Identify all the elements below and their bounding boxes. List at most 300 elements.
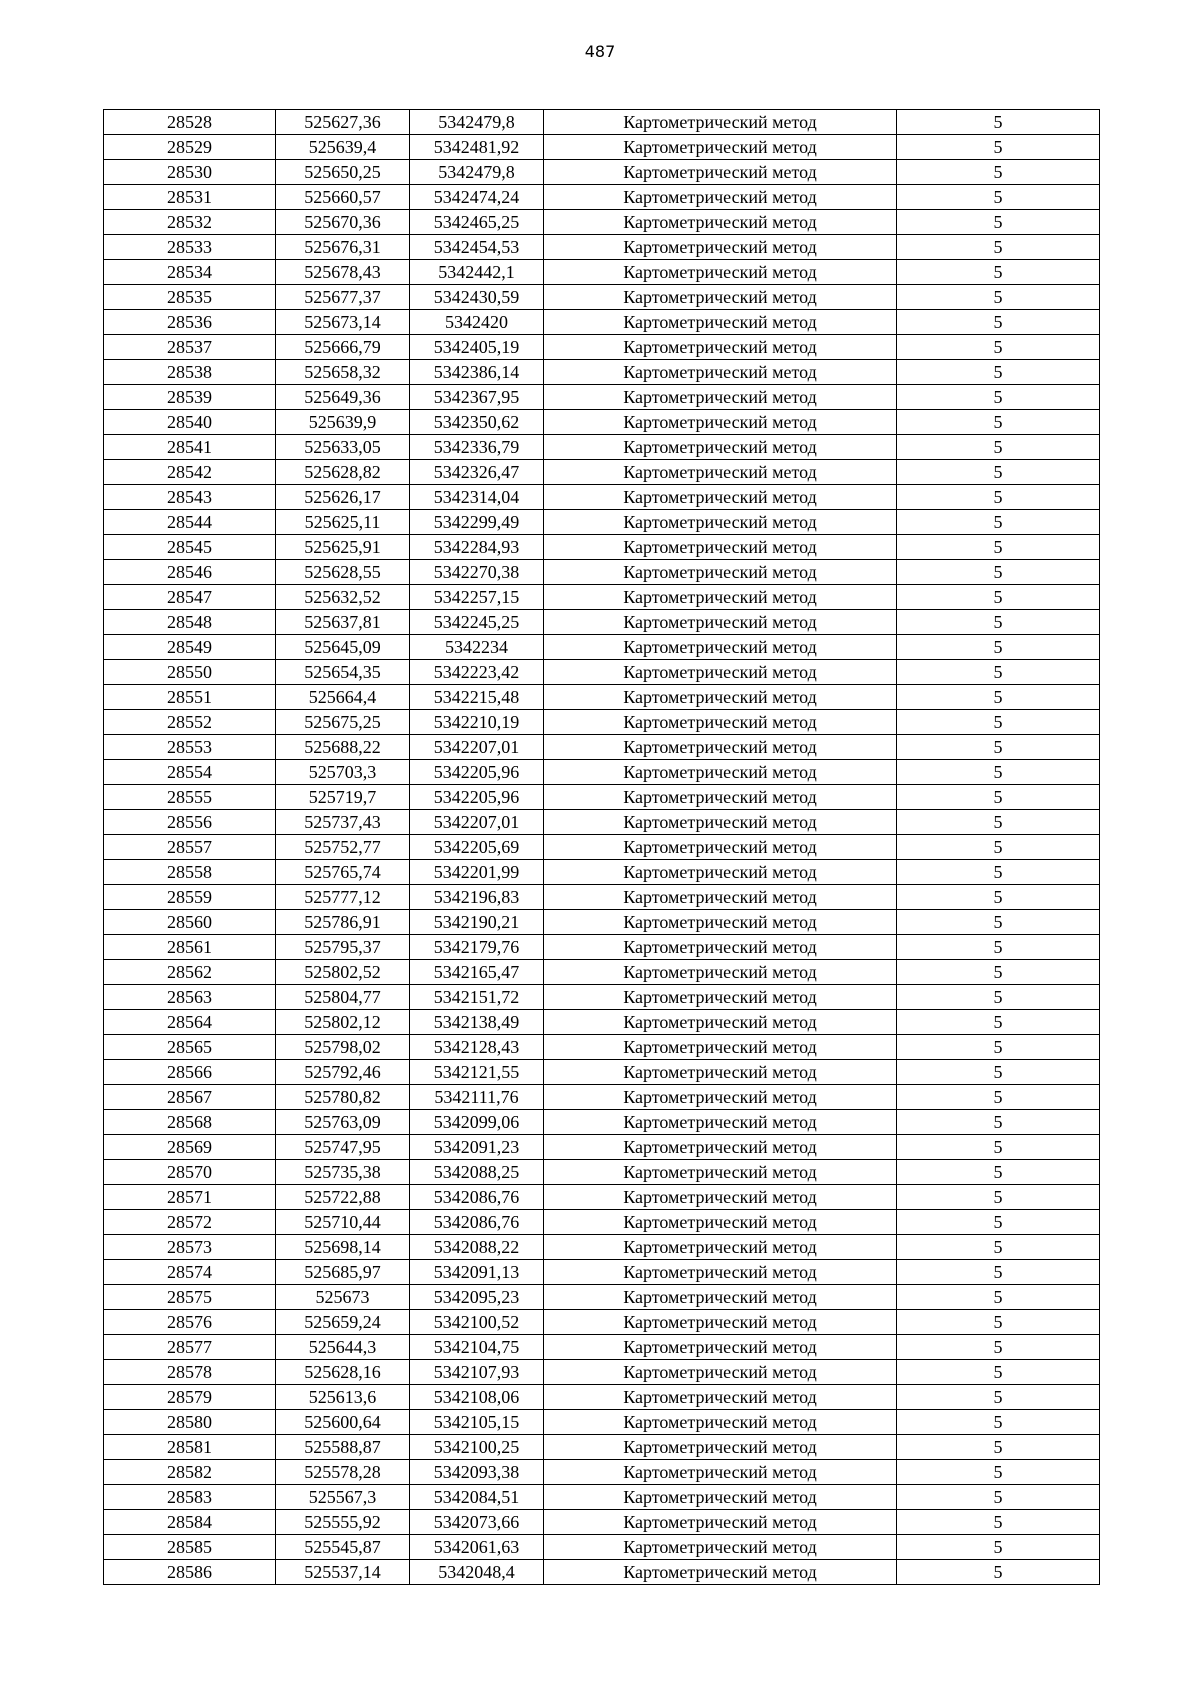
accuracy-cell: 5 <box>897 1285 1100 1310</box>
method-cell: Картометрический метод <box>544 685 897 710</box>
table-row <box>104 385 1100 410</box>
point-number-cell: 28586 <box>104 1560 276 1585</box>
table-row <box>104 1335 1100 1360</box>
method-cell: Картометрический метод <box>544 1485 897 1510</box>
accuracy-cell: 5 <box>897 610 1100 635</box>
table-row <box>104 160 1100 185</box>
accuracy-cell: 5 <box>897 335 1100 360</box>
table-row <box>104 1135 1100 1160</box>
accuracy-cell: 5 <box>897 1485 1100 1510</box>
method-cell: Картометрический метод <box>544 1460 897 1485</box>
method-cell: Картометрический метод <box>544 285 897 310</box>
x-coordinate-cell: 525588,87 <box>276 1435 410 1460</box>
accuracy-cell: 5 <box>897 1060 1100 1085</box>
y-coordinate-cell: 5342465,25 <box>410 210 544 235</box>
table-row <box>104 985 1100 1010</box>
method-cell: Картометрический метод <box>544 810 897 835</box>
x-coordinate-cell: 525752,77 <box>276 835 410 860</box>
table-row <box>104 510 1100 535</box>
point-number-cell: 28549 <box>104 635 276 660</box>
table-row <box>104 1360 1100 1385</box>
accuracy-cell: 5 <box>897 1310 1100 1335</box>
table-row <box>104 1310 1100 1335</box>
point-number-cell: 28547 <box>104 585 276 610</box>
method-cell: Картометрический метод <box>544 385 897 410</box>
table-row <box>104 1085 1100 1110</box>
point-number-cell: 28545 <box>104 535 276 560</box>
table-row <box>104 135 1100 160</box>
method-cell: Картометрический метод <box>544 660 897 685</box>
x-coordinate-cell: 525600,64 <box>276 1410 410 1435</box>
accuracy-cell: 5 <box>897 460 1100 485</box>
accuracy-cell: 5 <box>897 1260 1100 1285</box>
point-number-cell: 28541 <box>104 435 276 460</box>
method-cell: Картометрический метод <box>544 1010 897 1035</box>
x-coordinate-cell: 525578,28 <box>276 1460 410 1485</box>
table-row <box>104 810 1100 835</box>
y-coordinate-cell: 5342284,93 <box>410 535 544 560</box>
y-coordinate-cell: 5342336,79 <box>410 435 544 460</box>
x-coordinate-cell: 525545,87 <box>276 1535 410 1560</box>
method-cell: Картометрический метод <box>544 210 897 235</box>
method-cell: Картометрический метод <box>544 1410 897 1435</box>
accuracy-cell: 5 <box>897 160 1100 185</box>
x-coordinate-cell: 525658,32 <box>276 360 410 385</box>
x-coordinate-cell: 525802,52 <box>276 960 410 985</box>
x-coordinate-cell: 525737,43 <box>276 810 410 835</box>
x-coordinate-cell: 525676,31 <box>276 235 410 260</box>
accuracy-cell: 5 <box>897 360 1100 385</box>
y-coordinate-cell: 5342314,04 <box>410 485 544 510</box>
method-cell: Картометрический метод <box>544 360 897 385</box>
x-coordinate-cell: 525633,05 <box>276 435 410 460</box>
method-cell: Картометрический метод <box>544 560 897 585</box>
point-number-cell: 28556 <box>104 810 276 835</box>
y-coordinate-cell: 5342245,25 <box>410 610 544 635</box>
point-number-cell: 28529 <box>104 135 276 160</box>
y-coordinate-cell: 5342108,06 <box>410 1385 544 1410</box>
method-cell: Картометрический метод <box>544 910 897 935</box>
x-coordinate-cell: 525625,11 <box>276 510 410 535</box>
method-cell: Картометрический метод <box>544 1385 897 1410</box>
method-cell: Картометрический метод <box>544 1335 897 1360</box>
x-coordinate-cell: 525698,14 <box>276 1235 410 1260</box>
accuracy-cell: 5 <box>897 385 1100 410</box>
point-number-cell: 28561 <box>104 935 276 960</box>
accuracy-cell: 5 <box>897 635 1100 660</box>
y-coordinate-cell: 5342207,01 <box>410 810 544 835</box>
method-cell: Картометрический метод <box>544 485 897 510</box>
table-row <box>104 1460 1100 1485</box>
table-row <box>104 560 1100 585</box>
accuracy-cell: 5 <box>897 885 1100 910</box>
y-coordinate-cell: 5342386,14 <box>410 360 544 385</box>
y-coordinate-cell: 5342405,19 <box>410 335 544 360</box>
accuracy-cell: 5 <box>897 185 1100 210</box>
method-cell: Картометрический метод <box>544 935 897 960</box>
point-number-cell: 28580 <box>104 1410 276 1435</box>
y-coordinate-cell: 5342048,4 <box>410 1560 544 1585</box>
point-number-cell: 28562 <box>104 960 276 985</box>
y-coordinate-cell: 5342201,99 <box>410 860 544 885</box>
x-coordinate-cell: 525567,3 <box>276 1485 410 1510</box>
x-coordinate-cell: 525710,44 <box>276 1210 410 1235</box>
accuracy-cell: 5 <box>897 760 1100 785</box>
accuracy-cell: 5 <box>897 960 1100 985</box>
x-coordinate-cell: 525673,14 <box>276 310 410 335</box>
accuracy-cell: 5 <box>897 535 1100 560</box>
accuracy-cell: 5 <box>897 1035 1100 1060</box>
point-number-cell: 28563 <box>104 985 276 1010</box>
x-coordinate-cell: 525675,25 <box>276 710 410 735</box>
accuracy-cell: 5 <box>897 1385 1100 1410</box>
accuracy-cell: 5 <box>897 785 1100 810</box>
accuracy-cell: 5 <box>897 1535 1100 1560</box>
x-coordinate-cell: 525678,43 <box>276 260 410 285</box>
method-cell: Картометрический метод <box>544 1435 897 1460</box>
method-cell: Картометрический метод <box>544 1210 897 1235</box>
table-row <box>104 1535 1100 1560</box>
table-row <box>104 1110 1100 1135</box>
y-coordinate-cell: 5342086,76 <box>410 1210 544 1235</box>
y-coordinate-cell: 5342474,24 <box>410 185 544 210</box>
point-number-cell: 28578 <box>104 1360 276 1385</box>
table-row <box>104 360 1100 385</box>
y-coordinate-cell: 5342104,75 <box>410 1335 544 1360</box>
table-row <box>104 1435 1100 1460</box>
y-coordinate-cell: 5342073,66 <box>410 1510 544 1535</box>
y-coordinate-cell: 5342270,38 <box>410 560 544 585</box>
x-coordinate-cell: 525747,95 <box>276 1135 410 1160</box>
y-coordinate-cell: 5342207,01 <box>410 735 544 760</box>
x-coordinate-cell: 525650,25 <box>276 160 410 185</box>
y-coordinate-cell: 5342091,13 <box>410 1260 544 1285</box>
x-coordinate-cell: 525613,6 <box>276 1385 410 1410</box>
accuracy-cell: 5 <box>897 910 1100 935</box>
method-cell: Картометрический метод <box>544 335 897 360</box>
y-coordinate-cell: 5342479,8 <box>410 110 544 135</box>
point-number-cell: 28581 <box>104 1435 276 1460</box>
point-number-cell: 28533 <box>104 235 276 260</box>
method-cell: Картометрический метод <box>544 1360 897 1385</box>
accuracy-cell: 5 <box>897 1435 1100 1460</box>
accuracy-cell: 5 <box>897 985 1100 1010</box>
x-coordinate-cell: 525763,09 <box>276 1110 410 1135</box>
method-cell: Картометрический метод <box>544 1560 897 1585</box>
x-coordinate-cell: 525645,09 <box>276 635 410 660</box>
method-cell: Картометрический метод <box>544 460 897 485</box>
table-row <box>104 285 1100 310</box>
x-coordinate-cell: 525628,16 <box>276 1360 410 1385</box>
method-cell: Картометрический метод <box>544 710 897 735</box>
y-coordinate-cell: 5342326,47 <box>410 460 544 485</box>
y-coordinate-cell: 5342215,48 <box>410 685 544 710</box>
point-number-cell: 28558 <box>104 860 276 885</box>
x-coordinate-cell: 525639,4 <box>276 135 410 160</box>
x-coordinate-cell: 525537,14 <box>276 1560 410 1585</box>
y-coordinate-cell: 5342205,96 <box>410 760 544 785</box>
point-number-cell: 28570 <box>104 1160 276 1185</box>
table-row <box>104 585 1100 610</box>
x-coordinate-cell: 525673 <box>276 1285 410 1310</box>
method-cell: Картометрический метод <box>544 1160 897 1185</box>
method-cell: Картометрический метод <box>544 885 897 910</box>
accuracy-cell: 5 <box>897 1085 1100 1110</box>
point-number-cell: 28582 <box>104 1460 276 1485</box>
x-coordinate-cell: 525628,82 <box>276 460 410 485</box>
x-coordinate-cell: 525628,55 <box>276 560 410 585</box>
accuracy-cell: 5 <box>897 1160 1100 1185</box>
point-number-cell: 28576 <box>104 1310 276 1335</box>
table-row <box>104 435 1100 460</box>
y-coordinate-cell: 5342257,15 <box>410 585 544 610</box>
accuracy-cell: 5 <box>897 1185 1100 1210</box>
y-coordinate-cell: 5342100,25 <box>410 1435 544 1460</box>
point-number-cell: 28540 <box>104 410 276 435</box>
method-cell: Картометрический метод <box>544 410 897 435</box>
accuracy-cell: 5 <box>897 260 1100 285</box>
x-coordinate-cell: 525664,4 <box>276 685 410 710</box>
table-row <box>104 610 1100 635</box>
y-coordinate-cell: 5342138,49 <box>410 1010 544 1035</box>
table-row <box>104 1385 1100 1410</box>
y-coordinate-cell: 5342107,93 <box>410 1360 544 1385</box>
y-coordinate-cell: 5342299,49 <box>410 510 544 535</box>
y-coordinate-cell: 5342196,83 <box>410 885 544 910</box>
accuracy-cell: 5 <box>897 685 1100 710</box>
x-coordinate-cell: 525660,57 <box>276 185 410 210</box>
y-coordinate-cell: 5342095,23 <box>410 1285 544 1310</box>
accuracy-cell: 5 <box>897 510 1100 535</box>
method-cell: Картометрический метод <box>544 1135 897 1160</box>
point-number-cell: 28565 <box>104 1035 276 1060</box>
x-coordinate-cell: 525639,9 <box>276 410 410 435</box>
point-number-cell: 28567 <box>104 1085 276 1110</box>
point-number-cell: 28564 <box>104 1010 276 1035</box>
point-number-cell: 28548 <box>104 610 276 635</box>
y-coordinate-cell: 5342210,19 <box>410 710 544 735</box>
point-number-cell: 28569 <box>104 1135 276 1160</box>
y-coordinate-cell: 5342128,43 <box>410 1035 544 1060</box>
point-number-cell: 28542 <box>104 460 276 485</box>
y-coordinate-cell: 5342088,25 <box>410 1160 544 1185</box>
method-cell: Картометрический метод <box>544 1235 897 1260</box>
x-coordinate-cell: 525802,12 <box>276 1010 410 1035</box>
point-number-cell: 28555 <box>104 785 276 810</box>
accuracy-cell: 5 <box>897 485 1100 510</box>
table-row <box>104 1035 1100 1060</box>
accuracy-cell: 5 <box>897 1360 1100 1385</box>
point-number-cell: 28575 <box>104 1285 276 1310</box>
point-number-cell: 28552 <box>104 710 276 735</box>
method-cell: Картометрический метод <box>544 1060 897 1085</box>
y-coordinate-cell: 5342481,92 <box>410 135 544 160</box>
table-row <box>104 710 1100 735</box>
method-cell: Картометрический метод <box>544 135 897 160</box>
point-number-cell: 28568 <box>104 1110 276 1135</box>
y-coordinate-cell: 5342479,8 <box>410 160 544 185</box>
y-coordinate-cell: 5342442,1 <box>410 260 544 285</box>
accuracy-cell: 5 <box>897 1510 1100 1535</box>
accuracy-cell: 5 <box>897 1560 1100 1585</box>
y-coordinate-cell: 5342111,76 <box>410 1085 544 1110</box>
y-coordinate-cell: 5342099,06 <box>410 1110 544 1135</box>
page-number: 487 <box>584 42 616 61</box>
accuracy-cell: 5 <box>897 1135 1100 1160</box>
accuracy-cell: 5 <box>897 1410 1100 1435</box>
method-cell: Картометрический метод <box>544 785 897 810</box>
point-number-cell: 28531 <box>104 185 276 210</box>
method-cell: Картометрический метод <box>544 635 897 660</box>
x-coordinate-cell: 525654,35 <box>276 660 410 685</box>
y-coordinate-cell: 5342454,53 <box>410 235 544 260</box>
accuracy-cell: 5 <box>897 1210 1100 1235</box>
table-row <box>104 1160 1100 1185</box>
y-coordinate-cell: 5342093,38 <box>410 1460 544 1485</box>
method-cell: Картометрический метод <box>544 510 897 535</box>
table-row <box>104 910 1100 935</box>
accuracy-cell: 5 <box>897 860 1100 885</box>
coordinates-table-body <box>104 110 1100 1585</box>
table-row <box>104 185 1100 210</box>
point-number-cell: 28566 <box>104 1060 276 1085</box>
accuracy-cell: 5 <box>897 285 1100 310</box>
table-row <box>104 335 1100 360</box>
accuracy-cell: 5 <box>897 660 1100 685</box>
accuracy-cell: 5 <box>897 1010 1100 1035</box>
table-row <box>104 110 1100 135</box>
coordinates-table <box>103 109 1100 1585</box>
x-coordinate-cell: 525649,36 <box>276 385 410 410</box>
y-coordinate-cell: 5342165,47 <box>410 960 544 985</box>
table-row <box>104 1485 1100 1510</box>
y-coordinate-cell: 5342100,52 <box>410 1310 544 1335</box>
method-cell: Картометрический метод <box>544 985 897 1010</box>
method-cell: Картометрический метод <box>544 1510 897 1535</box>
accuracy-cell: 5 <box>897 560 1100 585</box>
x-coordinate-cell: 525670,36 <box>276 210 410 235</box>
table-row <box>104 935 1100 960</box>
accuracy-cell: 5 <box>897 585 1100 610</box>
table-row <box>104 535 1100 560</box>
y-coordinate-cell: 5342084,51 <box>410 1485 544 1510</box>
method-cell: Картометрический метод <box>544 185 897 210</box>
point-number-cell: 28543 <box>104 485 276 510</box>
method-cell: Картометрический метод <box>544 585 897 610</box>
table-row <box>104 310 1100 335</box>
table-row <box>104 1410 1100 1435</box>
table-row <box>104 835 1100 860</box>
table-row <box>104 460 1100 485</box>
y-coordinate-cell: 5342205,69 <box>410 835 544 860</box>
y-coordinate-cell: 5342190,21 <box>410 910 544 935</box>
table-row <box>104 235 1100 260</box>
table-row <box>104 735 1100 760</box>
x-coordinate-cell: 525804,77 <box>276 985 410 1010</box>
x-coordinate-cell: 525626,17 <box>276 485 410 510</box>
table-row <box>104 1510 1100 1535</box>
accuracy-cell: 5 <box>897 1235 1100 1260</box>
accuracy-cell: 5 <box>897 1460 1100 1485</box>
point-number-cell: 28571 <box>104 1185 276 1210</box>
x-coordinate-cell: 525719,7 <box>276 785 410 810</box>
point-number-cell: 28537 <box>104 335 276 360</box>
point-number-cell: 28553 <box>104 735 276 760</box>
x-coordinate-cell: 525555,92 <box>276 1510 410 1535</box>
x-coordinate-cell: 525677,37 <box>276 285 410 310</box>
y-coordinate-cell: 5342151,72 <box>410 985 544 1010</box>
table-row <box>104 960 1100 985</box>
method-cell: Картометрический метод <box>544 835 897 860</box>
point-number-cell: 28559 <box>104 885 276 910</box>
accuracy-cell: 5 <box>897 235 1100 260</box>
method-cell: Картометрический метод <box>544 260 897 285</box>
table-row <box>104 485 1100 510</box>
x-coordinate-cell: 525703,3 <box>276 760 410 785</box>
accuracy-cell: 5 <box>897 735 1100 760</box>
table-row <box>104 410 1100 435</box>
x-coordinate-cell: 525786,91 <box>276 910 410 935</box>
accuracy-cell: 5 <box>897 710 1100 735</box>
y-coordinate-cell: 5342223,42 <box>410 660 544 685</box>
point-number-cell: 28544 <box>104 510 276 535</box>
point-number-cell: 28560 <box>104 910 276 935</box>
accuracy-cell: 5 <box>897 935 1100 960</box>
y-coordinate-cell: 5342350,62 <box>410 410 544 435</box>
x-coordinate-cell: 525627,36 <box>276 110 410 135</box>
x-coordinate-cell: 525722,88 <box>276 1185 410 1210</box>
table-row <box>104 1010 1100 1035</box>
table-row <box>104 1260 1100 1285</box>
point-number-cell: 28585 <box>104 1535 276 1560</box>
point-number-cell: 28584 <box>104 1510 276 1535</box>
y-coordinate-cell: 5342061,63 <box>410 1535 544 1560</box>
point-number-cell: 28572 <box>104 1210 276 1235</box>
point-number-cell: 28573 <box>104 1235 276 1260</box>
y-coordinate-cell: 5342205,96 <box>410 785 544 810</box>
y-coordinate-cell: 5342091,23 <box>410 1135 544 1160</box>
method-cell: Картометрический метод <box>544 1110 897 1135</box>
accuracy-cell: 5 <box>897 210 1100 235</box>
accuracy-cell: 5 <box>897 135 1100 160</box>
x-coordinate-cell: 525795,37 <box>276 935 410 960</box>
y-coordinate-cell: 5342420 <box>410 310 544 335</box>
table-row <box>104 260 1100 285</box>
table-row <box>104 785 1100 810</box>
point-number-cell: 28538 <box>104 360 276 385</box>
accuracy-cell: 5 <box>897 1110 1100 1135</box>
y-coordinate-cell: 5342367,95 <box>410 385 544 410</box>
table-row <box>104 685 1100 710</box>
table-row <box>104 1235 1100 1260</box>
table-row <box>104 660 1100 685</box>
x-coordinate-cell: 525625,91 <box>276 535 410 560</box>
x-coordinate-cell: 525685,97 <box>276 1260 410 1285</box>
method-cell: Картометрический метод <box>544 535 897 560</box>
y-coordinate-cell: 5342088,22 <box>410 1235 544 1260</box>
method-cell: Картометрический метод <box>544 1185 897 1210</box>
method-cell: Картометрический метод <box>544 760 897 785</box>
point-number-cell: 28536 <box>104 310 276 335</box>
point-number-cell: 28577 <box>104 1335 276 1360</box>
y-coordinate-cell: 5342430,59 <box>410 285 544 310</box>
accuracy-cell: 5 <box>897 410 1100 435</box>
method-cell: Картометрический метод <box>544 610 897 635</box>
accuracy-cell: 5 <box>897 435 1100 460</box>
point-number-cell: 28550 <box>104 660 276 685</box>
table-row <box>104 1060 1100 1085</box>
accuracy-cell: 5 <box>897 310 1100 335</box>
